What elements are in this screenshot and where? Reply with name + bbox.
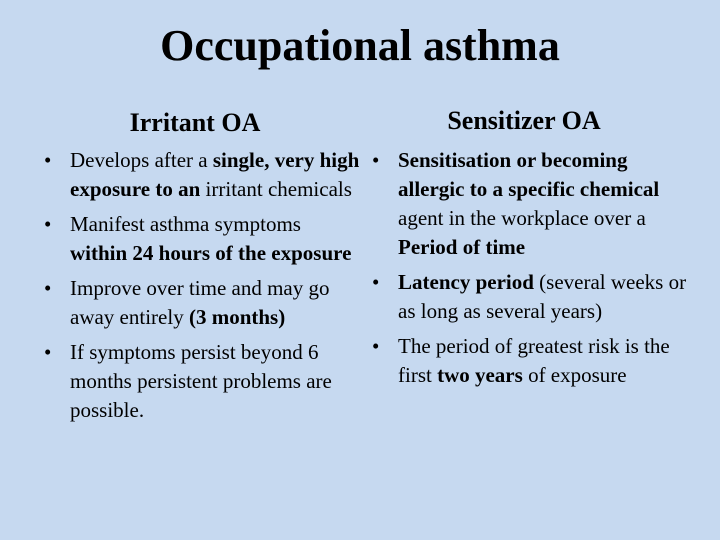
- bullet-icon: •: [372, 148, 380, 172]
- bullet-icon: •: [44, 148, 52, 172]
- item-text: irritant chemicals: [200, 177, 352, 201]
- item-text: Improve over time and may go away entirely: [70, 276, 330, 329]
- item-text: agent in the workplace over a: [398, 206, 646, 230]
- bullet-icon: •: [372, 334, 380, 358]
- item-emphasis: single, very high exposure to an: [70, 148, 360, 201]
- irritant-oa-list: [44, 146, 362, 431]
- item-emphasis: two years: [437, 363, 523, 387]
- item-text: If symptoms persist beyond 6 months persistent problems are possible.: [70, 340, 332, 422]
- item-emphasis: (3 months): [188, 305, 286, 329]
- list-item: [372, 268, 692, 326]
- item-emphasis: within 24 hours of the exposure: [70, 241, 352, 265]
- list-item: [44, 210, 362, 268]
- list-item: [44, 274, 362, 332]
- irritant-oa-heading: Irritant OA: [129, 108, 261, 137]
- list-item: [44, 338, 362, 425]
- item-text: Manifest asthma symptoms: [70, 212, 301, 236]
- item-text: of exposure: [522, 363, 627, 387]
- bullet-icon: •: [44, 212, 52, 236]
- list-item: [44, 146, 362, 204]
- item-text: The period of greatest risk is the first: [398, 334, 670, 387]
- list-item: [372, 146, 692, 262]
- item-text: (several weeks or as long as several years): [398, 270, 687, 323]
- slide-title: Occupational asthma: [160, 21, 560, 70]
- bullet-icon: •: [44, 276, 52, 300]
- item-emphasis: Period of time: [398, 235, 526, 259]
- bullet-icon: •: [44, 340, 52, 364]
- list-item: [372, 332, 692, 390]
- sensitizer-oa-list: [372, 146, 692, 396]
- item-text: Develops after a: [70, 148, 213, 172]
- item-emphasis: Sensitisation or becoming allergic to a specific chemical: [398, 148, 660, 201]
- item-emphasis: Latency period: [398, 270, 534, 294]
- sensitizer-oa-heading: Sensitizer OA: [447, 106, 601, 135]
- bullet-icon: •: [372, 270, 380, 294]
